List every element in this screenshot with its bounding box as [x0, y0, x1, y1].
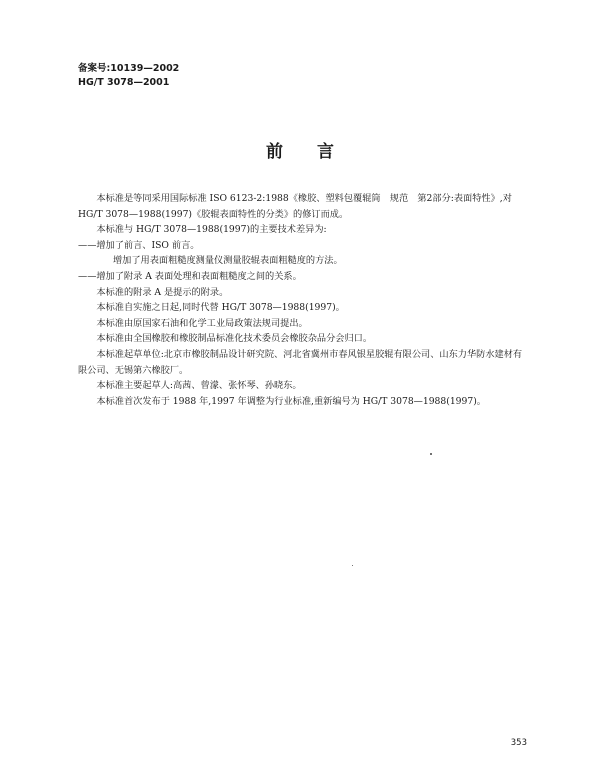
scan-speck — [430, 453, 432, 455]
paragraph-drafters: 本标准主要起草人:高茜、曾濛、张怀琴、孙晓东。 — [96, 380, 302, 392]
standard-code: HG/T 3078—2001 — [78, 77, 170, 88]
scan-speck — [352, 565, 353, 566]
document-header — [78, 62, 179, 90]
paragraph-drafting-units: 本标准起草单位:北京市橡胶制品设计研究院、河北省冀州市春风银星胶辊有限公司、山东力华防水建材有限公司、无锡第六橡胶厂。 — [78, 348, 523, 376]
record-number: 备案号:10139—2002 — [78, 63, 180, 74]
page-number: 353 — [510, 738, 527, 748]
list-item: 增加了用表面粗糙度测量仪测量胶辊表面粗糙度的方法。 — [112, 255, 343, 267]
page-title: 前言 — [266, 142, 368, 162]
paragraph-differences-intro: 本标准与 HG/T 3078—1988(1997)的主要技术差异为: — [96, 224, 327, 236]
paragraph-appendix: 本标准的附录 A 是提示的附录。 — [96, 286, 229, 298]
paragraph-adoption: 本标准是等同采用国际标准 ISO 6123-2:1988《橡胶、塑料包覆辊筒 规范 第2部分:表面特性》,对 HG/T 3078—1988(1997)《胶辊表面特性的分类》的修订而成。 — [78, 193, 512, 220]
paragraph-proposer: 本标准由原国家石油和化学工业局政策法规司提出。 — [96, 317, 308, 329]
list-item: ——增加了前言、ISO 前言。 — [78, 239, 200, 251]
list-item: ——增加了附录 A 表面处理和表面粗糙度之间的关系。 — [78, 270, 302, 282]
paragraph-replacement: 本标准自实施之日起,同时代替 HG/T 3078—1988(1997)。 — [96, 302, 345, 314]
foreword-body — [78, 191, 526, 409]
paragraph-history: 本标准首次发布于 1988 年,1997 年调整为行业标准,重新编号为 HG/T 3078—1988(1997)。 — [96, 395, 486, 407]
paragraph-responsible: 本标准由全国橡胶和橡胶制品标准化技术委员会橡胶杂品分会归口。 — [96, 333, 373, 345]
